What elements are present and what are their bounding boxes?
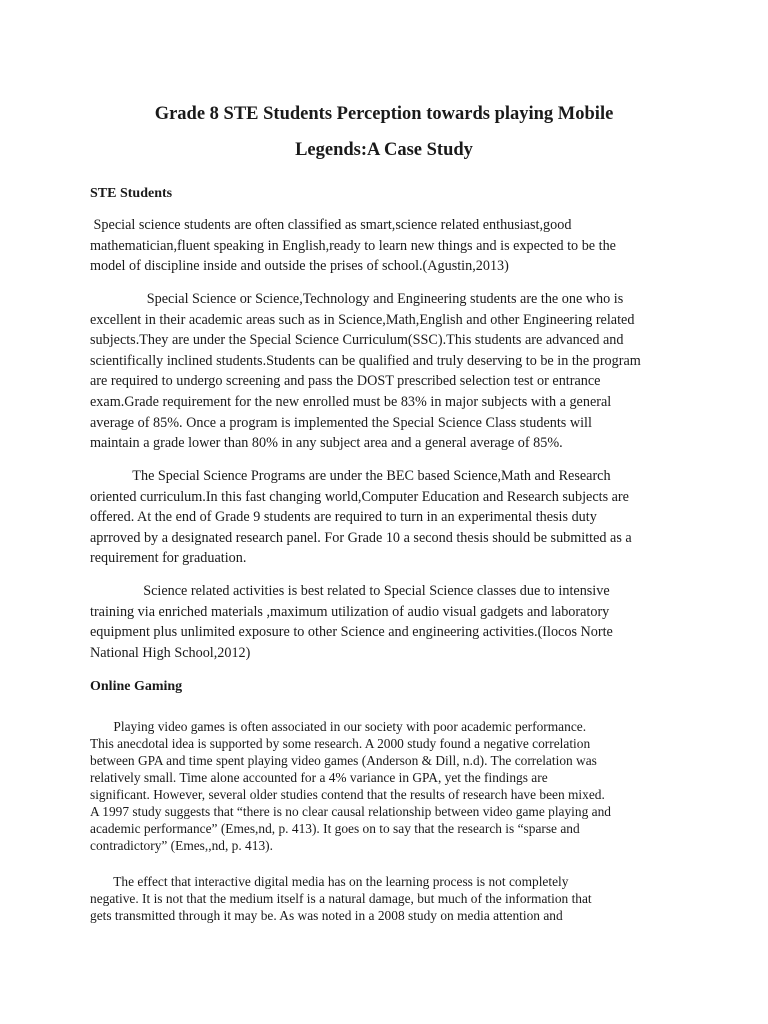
paragraph-line: requirement for graduation.: [90, 550, 247, 567]
paragraph-line: subjects.They are under the Special Science Curriculum(SSC).This students are advanced and: [90, 332, 624, 349]
paragraph-line: Playing video games is often associated in our society with poor academic performance.: [90, 719, 587, 734]
ste-paragraph-3: [90, 466, 690, 569]
paragraph-line: National High School,2012): [90, 644, 251, 661]
ste-paragraph-1: [90, 215, 690, 277]
paragraph-line: between GPA and time spent playing video games (Anderson & Dill, n.d). The correlation was: [90, 753, 597, 768]
paragraph-line: The effect that interactive digital media has on the learning process is not completely: [90, 874, 569, 889]
paragraph-line: oriented curriculum.In this fast changing world,Computer Education and Research subjects are: [90, 488, 629, 505]
paragraph-line: A 1997 study suggests that “there is no clear causal relationship between video game playing and: [90, 804, 611, 819]
paragraph-line: Science related activities is best related to Special Science classes due to intensive: [90, 583, 610, 599]
paragraph-line: The Special Science Programs are under the BEC based Science,Math and Research: [90, 468, 611, 484]
paragraph-line: exam.Grade requirement for the new enrolled must be 83% in major subjects with a general: [90, 393, 612, 410]
paragraph-line: are required to undergo screening and pass the DOST prescribed selection test or entrance: [90, 373, 601, 390]
gaming-paragraph-1: [90, 718, 690, 854]
paragraph-line: significant. However, several older studies contend that the results of research have been mixed.: [90, 787, 605, 802]
paragraph-line: maintain a grade lower than 80% in any subject area and a general average of 85%.: [90, 435, 563, 452]
gaming-paragraph-2: [90, 873, 690, 924]
paragraph-line: Special science students are often classified as smart,science related enthusiast,good: [90, 217, 572, 233]
ste-paragraph-2: [90, 289, 690, 454]
paragraph-line: academic performance” (Emes,nd, p. 413). It goes on to say that the research is “sparse and: [90, 821, 580, 836]
document-title-line-2: Legends:A Case Study: [295, 140, 473, 160]
paragraph-line: relatively small. Time alone accounted for a 4% variance in GPA, yet the findings are: [90, 770, 548, 785]
paragraph-line: scientifically inclined students.Students can be qualified and truly deserving to be in the program: [90, 352, 641, 369]
paragraph-line: negative. It is not that the medium itself is a natural damage, but much of the information that: [90, 891, 592, 906]
section-heading-ste-students: STE Students: [90, 186, 173, 201]
paragraph-line: Special Science or Science,Technology and Engineering students are the one who is: [90, 291, 624, 307]
paragraph-line: equipment plus unlimited exposure to other Science and engineering activities.(Ilocos Norte: [90, 624, 613, 641]
paragraph-line: offered. At the end of Grade 9 students are required to turn in an experimental thesis duty: [90, 509, 597, 526]
paragraph-line: contradictory” (Emes,,nd, p. 413).: [90, 838, 273, 853]
paragraph-line: training via enriched materials ,maximum utilization of audio visual gadgets and laboratory: [90, 603, 610, 620]
paragraph-line: average of 85%. Once a program is implemented the Special Science Class students will: [90, 414, 592, 431]
document-title-line-1: Grade 8 STE Students Perception towards playing Mobile: [154, 104, 614, 124]
paragraph-line: This anecdotal idea is supported by some research. A 2000 study found a negative correlation: [90, 736, 591, 751]
paragraph-line: mathematician,fluent speaking in English,ready to learn new things and is expected to be the: [90, 237, 616, 254]
paragraph-line: excellent in their academic areas such as in Science,Math,English and other Engineering related: [90, 311, 635, 328]
section-heading-online-gaming: Online Gaming: [90, 679, 183, 694]
paragraph-line: aprroved by a designated research panel. For Grade 10 a second thesis should be submitted as a: [90, 529, 632, 546]
ste-paragraph-4: [90, 581, 690, 663]
paragraph-line: gets transmitted through it may be. As was noted in a 2008 study on media attention and: [90, 908, 563, 923]
paragraph-line: model of discipline inside and outside the prises of school.(Agustin,2013): [90, 258, 509, 275]
